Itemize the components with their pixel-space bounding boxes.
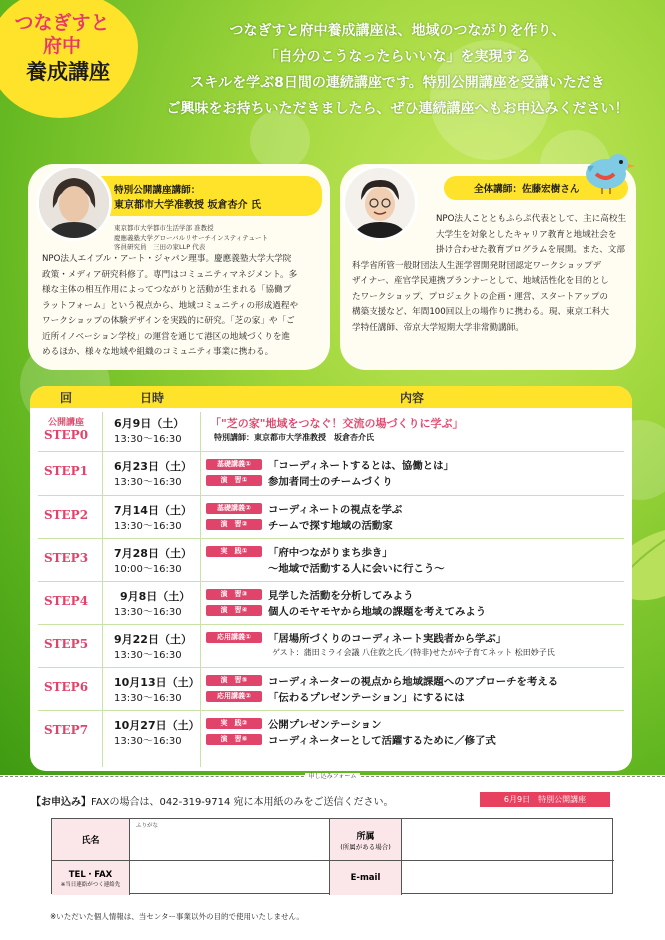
session-tag: 演 習⑥ (206, 734, 262, 745)
name-label-cell (52, 819, 130, 861)
bio-line: ワークショップの体験デザインを実践的に研究。「芝の家」や「ご (42, 316, 295, 326)
session-tag: 演 習② (206, 519, 262, 530)
step-number: STEP6 (43, 680, 89, 694)
row-content: 「コーディネートするとは、協働とは」 (268, 460, 454, 472)
session-tag: 演 習④ (206, 605, 262, 616)
row-divider (38, 624, 624, 625)
row-content: ～地域で活動する人に会いに行こう～ (268, 563, 445, 575)
row-date: 9月8日（土） (120, 590, 191, 603)
schedule-row (30, 669, 632, 709)
row-content: チームで探す地域の活動家 (268, 520, 393, 532)
tel-field[interactable] (130, 861, 330, 895)
intro-line: スキルを学ぶ8日間の連続講座です。特別公開講座を受講いただき (190, 75, 605, 91)
bio-line: ザイナー、産官学民連携プランナーとして、地域活性化を目的とし (352, 276, 609, 286)
row-date: 9月22日（土） (114, 633, 192, 646)
row-date: 10月27日（土） (114, 719, 200, 732)
row-content: 参加者同士のチームづくり (268, 476, 393, 488)
lecturer-right-photo (342, 165, 418, 241)
lecturer-bio (42, 252, 298, 361)
tel-sub: ※当日連絡がつく連絡先 (60, 882, 121, 888)
lecturer-role: 特別公開講座講師： (114, 185, 201, 196)
apply-instructions (31, 793, 394, 808)
step-number: STEP1 (43, 464, 89, 478)
email-field[interactable] (402, 861, 614, 895)
row-date: 6月9日（土） (114, 417, 185, 430)
person-icon (345, 168, 415, 238)
row-content: 「府中つながりまち歩き」 (268, 547, 393, 559)
step-number: STEP5 (43, 637, 89, 651)
event-tag: 6月9日 特別公開講座 (480, 792, 610, 807)
row-date: 10月13日（土） (114, 676, 200, 689)
intro-line: 「自分のこうなったらいいな」を実現する (264, 49, 531, 65)
session-tag: 応用講義① (206, 632, 262, 643)
bio-line: NPO法人エイブル・アート・ジャパン理事。慶應義塾大学大学院 (42, 254, 292, 264)
row-content: 「居場所づくりのコーディネート実践者から学ぶ」 (268, 633, 507, 645)
tel-label-cell (52, 861, 130, 895)
session-tag: 演 習③ (206, 589, 262, 600)
person-icon (39, 168, 109, 238)
badge-line-2: 府中 (42, 35, 81, 57)
affiliation-label-cell (330, 819, 402, 861)
lecturer-affiliations (114, 224, 268, 253)
affiliation-line: 東京都市大学都市生活学部 准教授 (114, 224, 214, 232)
step-label: 公開講座 (47, 418, 84, 428)
step-number: STEP3 (43, 551, 89, 565)
row-content: 「伝わるプレゼンテーション」にするには (268, 692, 465, 704)
session-tag: 実 践② (206, 718, 262, 729)
email-label-cell (330, 861, 402, 895)
row-time: 10:00～16:30 (114, 564, 182, 575)
step-number: STEP2 (43, 508, 89, 522)
schedule-row (30, 453, 632, 493)
tel-label: TEL・FAX (68, 870, 113, 880)
row-content: コーディネーターの視点から地域課題へのアプローチを考える (268, 676, 559, 688)
session-tag: 演 習① (206, 475, 262, 486)
step-number: STEP7 (43, 723, 89, 737)
row-time: 13:30～16:30 (114, 521, 182, 532)
schedule-row (30, 626, 632, 666)
step-number: STEP4 (43, 594, 89, 608)
furigana-label: ふりがな (136, 823, 159, 829)
bio-line: ラットフォーム」という視点から、地域コミュニティの形成過程や (42, 300, 299, 311)
row-content: 「"芝の家"地域をつなぐ！交流の場づくりに学ぶ」 (210, 417, 464, 430)
bio-line: たワークショップ、プロジェクトの企画・運営、スタートアップの (352, 291, 608, 302)
row-divider (38, 451, 624, 452)
form-caption-text: 申し込みフォーム (305, 773, 361, 780)
row-divider (38, 667, 624, 668)
step-number: STEP0 (43, 428, 89, 442)
badge-line-3: 養成講座 (26, 59, 110, 84)
row-subtext: 特別講師：東京都市大学准教授 坂倉杏介氏 (214, 433, 374, 442)
session-tag: 実 践① (206, 546, 262, 557)
header-content: 内容 (400, 391, 425, 405)
row-content: 公開プレゼンテーション (268, 719, 382, 731)
schedule-row (30, 712, 632, 752)
row-divider (38, 581, 624, 582)
name-field[interactable] (130, 819, 330, 861)
header-step: 回 (60, 391, 73, 405)
lecturer-role: 全体講師：佐藤宏樹さん (474, 184, 580, 195)
session-tag: 応用講義② (206, 691, 262, 702)
row-divider (38, 710, 624, 711)
schedule-table (30, 386, 632, 771)
row-divider (38, 495, 624, 496)
row-content: コーディネートの視点を学ぶ (268, 504, 403, 516)
bio-line: 構築支援など、年間100回以上の場作りに携わる。現、東京工科大 (352, 307, 610, 317)
apply-label: 【お申込み】 (31, 797, 91, 808)
bio-line: 科学省所管一般財団法人生涯学習開発財団認定ワークショップデ (352, 260, 602, 271)
row-time: 13:30～16:30 (114, 434, 182, 445)
form-caption (0, 771, 665, 780)
row-date: 7月28日（土） (114, 547, 192, 560)
bio-line: NPO法人ことともふらぷ代表として、主に高校生 (436, 214, 627, 224)
header-datetime: 日時 (140, 391, 165, 405)
row-date: 6月23日（土） (114, 460, 192, 473)
session-tag: 基礎講義② (206, 503, 262, 514)
row-content: 見学した活動を分析してみよう (268, 590, 414, 602)
bio-line: 近所イノベーション学校」の運営を通じて港区の地域づくりを進 (42, 331, 291, 342)
bio-line: 様な主体の相互作用によってつながりと活動が生まれる「協働プ (42, 285, 292, 295)
privacy-note: ※いただいた個人情報は、当センター事業以外の目的で使用いたしません。 (50, 912, 304, 921)
application-form (51, 818, 613, 894)
intro-line: つなぎすと府中養成講座は、地域のつながりを作り、 (229, 23, 566, 39)
apply-text: FAXの場合は、042-319-9714 宛に本用紙のみをご送信ください。 (91, 797, 394, 808)
schedule-row (30, 540, 632, 580)
intro-line: ご興味をお持ちいただきましたら、ぜひ連続講座へもお申込みください！ (166, 101, 629, 117)
bird-icon (580, 148, 636, 196)
bio-line: 大学生を対象としたキャリア教育と地域社会を (436, 229, 617, 240)
email-label: E-mail (350, 873, 381, 883)
lecturer-name: 東京都市大学准教授 坂倉杏介 氏 (114, 200, 261, 211)
affiliation-field[interactable] (402, 819, 614, 861)
badge-line-1: つなぎすと (14, 12, 110, 34)
bio-line: 掛け合わせた教育プログラムを展開。また、文部 (436, 245, 625, 255)
row-content: コーディネーターとして活躍するために／修了式 (268, 735, 496, 747)
row-time: 13:30～16:30 (114, 693, 182, 704)
bio-line: 学特任講師、帝京大学短期大学非常勤講師。 (352, 322, 524, 333)
row-content: 個人のモヤモヤから地域の課題を考えてみよう (268, 606, 487, 618)
schedule-row (30, 583, 632, 623)
affiliation-line: 客員研究員 三田の家LLP 代表 (114, 243, 206, 251)
name-label: 氏名 (81, 836, 100, 846)
row-divider (38, 538, 624, 539)
row-date: 7月14日（土） (114, 504, 192, 517)
row-subtext: ゲスト：蒲田ミライ会議 八住敦之氏／(特非)せたがや子育てネット 松田妙子氏 (272, 648, 555, 657)
session-tag: 基礎講義① (206, 459, 262, 470)
row-time: 13:30～16:30 (114, 477, 182, 488)
session-tag: 演 習⑤ (206, 675, 262, 686)
affiliation-sub: (所属がある場合) (340, 842, 391, 851)
bio-line: 政策・メディア研究科修了。専門はコミュニティマネジメント。多 (42, 269, 298, 280)
row-time: 13:30～16:30 (114, 607, 182, 618)
lecturer-left-photo (36, 165, 112, 241)
row-time: 13:30～16:30 (114, 736, 182, 747)
schedule-row (30, 410, 632, 450)
row-time: 13:30～16:30 (114, 650, 182, 661)
affiliation-label: 所属 (356, 831, 375, 842)
schedule-row (30, 497, 632, 537)
bio-line: めるほか、様々な地域や組織のコミュニティ事業に携わる。 (42, 347, 274, 357)
affiliation-line: 慶應義塾大学グローバルリサーチインスティテュート (114, 233, 269, 242)
schedule-header (30, 386, 632, 408)
